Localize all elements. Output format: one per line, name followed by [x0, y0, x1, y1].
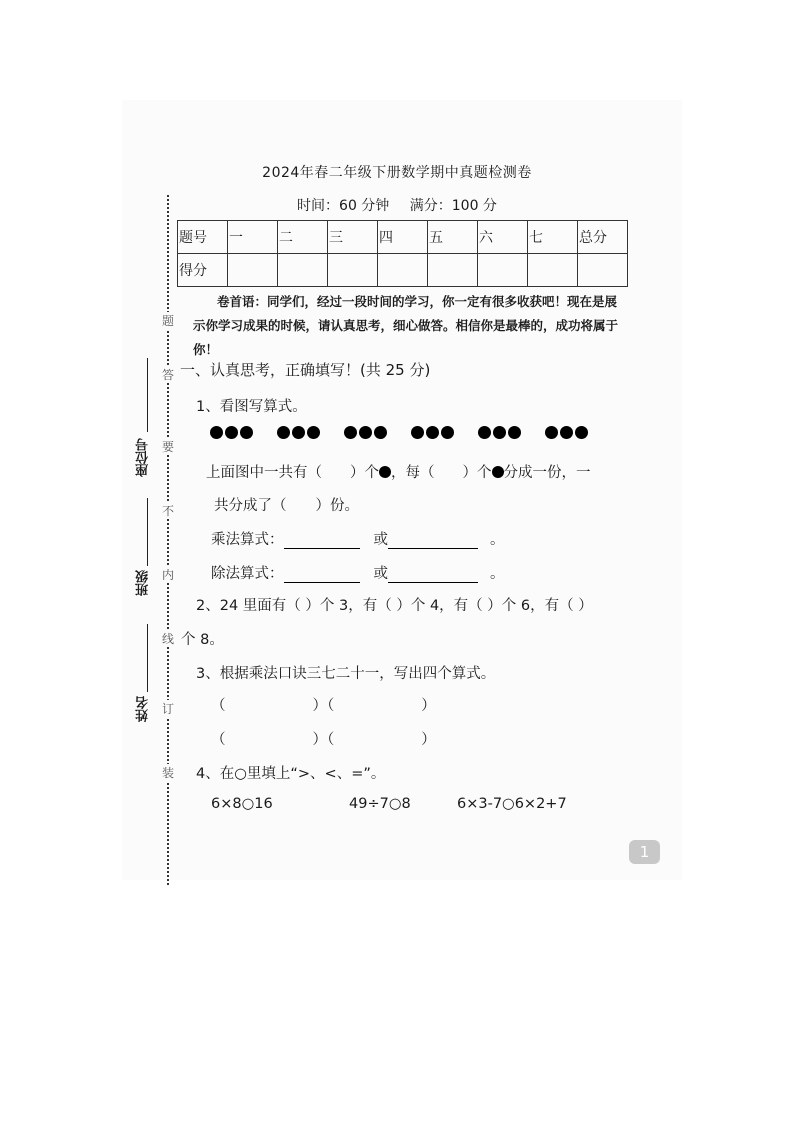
dot-icon [307, 426, 320, 439]
dot-icon [359, 426, 372, 439]
dot-group [344, 426, 387, 439]
exam-time: 时间：60 分钟 [297, 198, 390, 214]
question-3-answer-row-1[interactable]: （ ）（ ） [211, 698, 436, 714]
score-input-cell[interactable] [428, 254, 478, 287]
dot-icon [277, 426, 290, 439]
table-cell: 四 [378, 221, 428, 254]
question-2-line-2: 个 8。 [181, 632, 224, 648]
division-label: 除法算式： [211, 566, 284, 582]
dot-icon [210, 426, 223, 439]
binding-char: 要 [161, 440, 174, 454]
dot-icon [374, 426, 387, 439]
dot-icon [426, 426, 439, 439]
dot-icon [379, 466, 391, 478]
q1-text-d: ）个 [462, 465, 492, 481]
score-input-cell[interactable] [578, 254, 628, 287]
compare-item-3[interactable]: 6×3-7○6×2+7 [457, 796, 567, 812]
score-input-cell[interactable] [378, 254, 428, 287]
q1-text-a: 上面图中一共有（ [206, 465, 322, 481]
dot-icon [441, 426, 454, 439]
dot-icon [493, 426, 506, 439]
name-field[interactable] [147, 624, 148, 692]
binding-char: 不 [161, 504, 174, 518]
dot-group [545, 426, 588, 439]
binding-char: 题 [161, 314, 174, 328]
or-label: 或 [373, 532, 388, 548]
table-cell: 二 [278, 221, 328, 254]
multiplication-label: 乘法算式： [211, 532, 284, 548]
score-table-score-row [178, 254, 628, 287]
q1-text-b: ）个 [350, 465, 379, 481]
binding-char: 内 [161, 568, 174, 582]
dot-group [478, 426, 521, 439]
exam-full-score: 满分：100 分 [409, 198, 497, 214]
page-number-badge: 1 [629, 840, 660, 864]
dot-icon [492, 466, 504, 478]
dot-group [277, 426, 320, 439]
division-row [211, 562, 505, 583]
score-input-cell[interactable] [228, 254, 278, 287]
score-input-cell[interactable] [328, 254, 378, 287]
table-cell: 五 [428, 221, 478, 254]
binding-char: 线 [161, 632, 174, 646]
table-cell: 六 [478, 221, 528, 254]
seat-number-field[interactable] [147, 358, 148, 432]
division-answer-2[interactable] [388, 566, 478, 583]
dot-icon [545, 426, 558, 439]
question-1-title: 1、看图写算式。 [196, 399, 307, 415]
dot-icon [575, 426, 588, 439]
score-input-cell[interactable] [278, 254, 328, 287]
question-1-line-1 [206, 461, 591, 482]
or-label: 或 [373, 566, 388, 582]
question-4-title: 4、在○里填上“>、<、=”。 [196, 766, 386, 782]
score-input-cell[interactable] [478, 254, 528, 287]
name-label: 姓名 [136, 696, 151, 722]
question-1-line-2: 共分成了（ ）份。 [214, 498, 359, 514]
multiplication-answer-1[interactable] [284, 532, 360, 549]
dot-icon [411, 426, 424, 439]
dot-groups [210, 426, 588, 439]
intro-paragraph: 卷首语：同学们，经过一段时间的学习，你一定有很多收获吧！现在是展示你学习成果的时候，请认真思考，细心做答。相信你是最棒的，成功将属于你！ [193, 294, 619, 357]
dot-icon [508, 426, 521, 439]
q1-text-e: 分成一份，一 [503, 465, 591, 481]
class-field[interactable] [147, 498, 148, 566]
exam-info [0, 195, 794, 215]
question-3-title: 3、根据乘法口诀三七二十一，写出四个算式。 [196, 666, 496, 682]
dot-group [210, 426, 253, 439]
dot-icon [560, 426, 573, 439]
table-cell: 三 [328, 221, 378, 254]
period: 。 [490, 532, 505, 548]
section-title: 一、认真思考，正确填写！(共 25 分) [180, 361, 431, 379]
dot-icon [292, 426, 305, 439]
table-cell: 总分 [578, 221, 628, 254]
table-cell: 题号 [178, 221, 228, 254]
seat-number-label: 座位号 [136, 438, 151, 477]
dot-group [411, 426, 454, 439]
binding-char: 装 [161, 766, 174, 780]
multiplication-row [211, 528, 505, 549]
binding-char: 答 [161, 368, 174, 382]
question-2-line-1: 2、24 里面有（ ）个 3，有（ ）个 4，有（ ）个 6，有（ ） [196, 598, 593, 614]
compare-item-1[interactable]: 6×8○16 [211, 796, 273, 812]
multiplication-answer-2[interactable] [388, 532, 478, 549]
dot-icon [344, 426, 357, 439]
score-table-header-row [178, 221, 628, 254]
score-table [177, 220, 628, 287]
question-3-answer-row-2[interactable]: （ ）（ ） [211, 732, 436, 748]
table-cell: 一 [228, 221, 278, 254]
table-cell: 得分 [178, 254, 228, 287]
binding-char: 订 [161, 702, 174, 716]
table-cell: 七 [528, 221, 578, 254]
binding-dotted-line [167, 195, 169, 885]
page-title: 2024年春二年级下册数学期中真题检测卷 [262, 165, 532, 181]
dot-icon [240, 426, 253, 439]
class-label: 班级 [136, 570, 151, 596]
compare-item-2[interactable]: 49÷7○8 [349, 796, 411, 812]
dot-icon [478, 426, 491, 439]
q1-text-c: ，每（ [391, 465, 435, 481]
score-input-cell[interactable] [528, 254, 578, 287]
period: 。 [490, 566, 505, 582]
division-answer-1[interactable] [284, 566, 360, 583]
dot-icon [225, 426, 238, 439]
